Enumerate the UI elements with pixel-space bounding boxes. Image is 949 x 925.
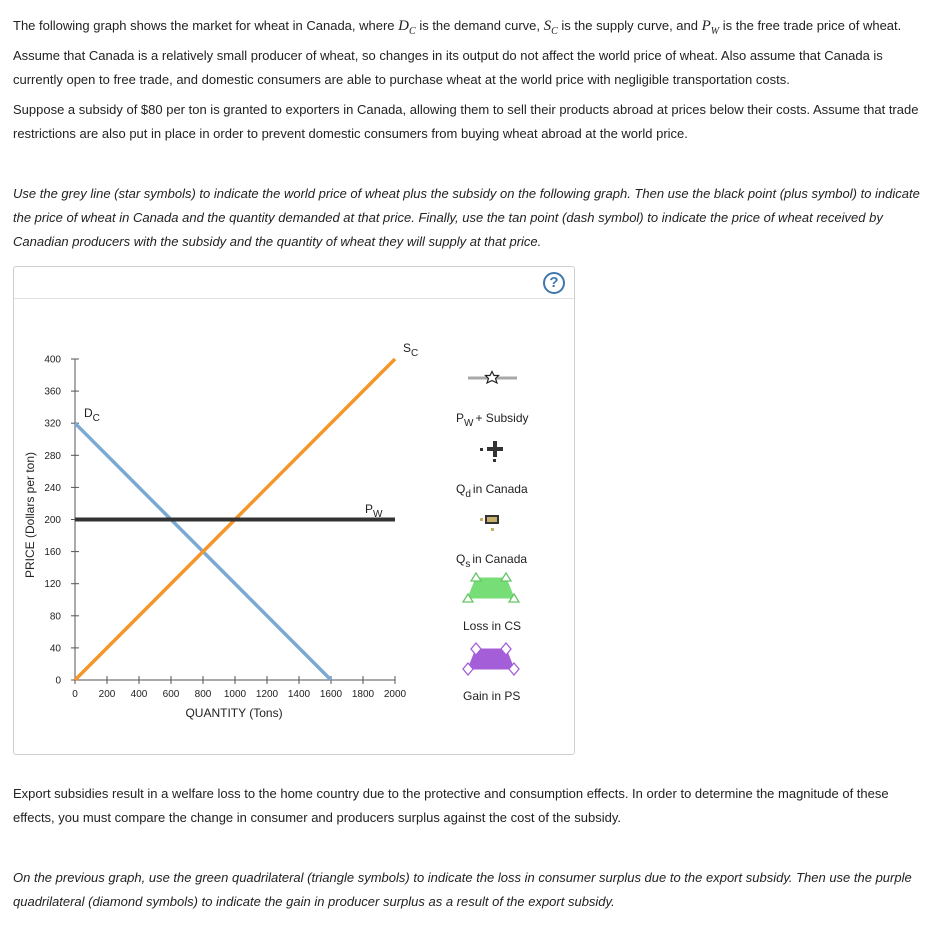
x-tick-label: 1800 bbox=[351, 689, 375, 700]
tool-qs-in-canada[interactable] bbox=[456, 515, 527, 570]
x-tick-label: 800 bbox=[194, 689, 212, 700]
world-price-symbol: $P_W$ bbox=[701, 18, 720, 37]
x-tick-label: 0 bbox=[72, 689, 78, 700]
triangle-icon bbox=[471, 573, 481, 581]
demand-symbol: $D_C$ bbox=[398, 18, 416, 37]
y-tick-label: 240 bbox=[44, 482, 61, 494]
graph-panel[interactable] bbox=[13, 266, 575, 755]
pw-subsidy-label: $P_W$ + Subsidy bbox=[456, 411, 529, 429]
y-tick-label: 0 bbox=[55, 675, 61, 687]
supply-symbol: $S_C$ bbox=[543, 18, 558, 37]
y-tick-label: 280 bbox=[44, 450, 61, 462]
tool-pw-plus-subsidy[interactable] bbox=[456, 372, 529, 430]
y-axis-title: PRICE (Dollars per ton) bbox=[23, 451, 37, 579]
y-tick-label: 320 bbox=[44, 418, 61, 430]
y-tick-label: 360 bbox=[44, 386, 61, 398]
x-tick-label: 400 bbox=[130, 689, 148, 700]
x-tick-label: 1200 bbox=[255, 689, 279, 700]
tool-gain-in-ps[interactable] bbox=[463, 643, 520, 703]
y-tick-label: 400 bbox=[44, 354, 61, 366]
instruction-paragraph: Use the grey line (star symbols) to indicate the world price of wheat plus the subsidy on the following graph. Then use the black point (plus symbol) to indicate the price of wheat in Canada and the quantity demanded at that price. Finally, use the tan point (dash symbol) to indicate the price of wheat received by Canadian producers with the subsidy and the quantity of wheat they will supply at that price. bbox=[13, 186, 920, 249]
y-tick-label: 80 bbox=[49, 611, 61, 623]
x-tick-label: 200 bbox=[98, 689, 116, 700]
qd-label: $Q_d$ in Canada bbox=[456, 482, 528, 500]
x-tick-label: 1600 bbox=[319, 689, 343, 700]
y-tick-label: 40 bbox=[49, 643, 61, 655]
demand-curve-label: $D_C$ bbox=[84, 406, 100, 424]
curves bbox=[75, 359, 395, 680]
x-tick-label: 1000 bbox=[223, 689, 247, 700]
loss-cs-label: Loss in CS bbox=[463, 619, 522, 633]
x-tick-label: 1400 bbox=[287, 689, 311, 700]
intro-paragraph-2: Suppose a subsidy of $80 per ton is granted to exporters in Canada, allowing them to sell their products abroad at prices below their costs. Assume that trade restrictions are also put in place in order to prevent domestic consumers from buying wheat abroad at the world price. bbox=[13, 102, 919, 141]
y-tick-label: 200 bbox=[44, 515, 61, 526]
tool-loss-in-cs[interactable] bbox=[463, 573, 521, 633]
x-axis-title: QUANTITY (Tons) bbox=[185, 706, 283, 720]
y-tick-label: 160 bbox=[44, 547, 61, 559]
x-tick-label: 2000 bbox=[383, 689, 407, 700]
x-tick-label: 600 bbox=[162, 689, 180, 700]
gain-ps-label: Gain in PS bbox=[463, 689, 521, 703]
star-icon bbox=[486, 372, 499, 384]
outro-paragraph-1: Export subsidies result in a welfare loss to the home country due to the protective and consumption effects. In order to determine the magnitude of these effects, you must compare the change in consumer and producers surplus against the cost of the subsidy. bbox=[13, 786, 889, 825]
world-price-label: $P_W$ bbox=[365, 502, 383, 520]
intro-paragraph-1: The following graph shows the market for wheat in Canada, where $D_C$ is the demand curve, $S_C$ is the supply curve, and $P_W$ is the free trade price of wheat. Assume that Canada is a relatively small producer of wheat, so changes in its output do not affect the world price of wheat. Also assume that Canada is currently open to free trade, and domestic consumers are able to purchase wheat at the world price with negligible transportation costs. bbox=[13, 18, 902, 87]
graph-canvas[interactable] bbox=[14, 267, 574, 754]
outro-instruction-paragraph: On the previous graph, use the green quadrilateral (triangle symbols) to indicate the loss in consumer surplus due to the export subsidy. Then use the purple quadrilateral (diamond symbols) to indicate the gain in producer surplus as a result of the export subsidy. bbox=[13, 870, 912, 909]
qs-label: $Q_s$ in Canada bbox=[456, 552, 528, 570]
supply-curve-label: $S_C$ bbox=[403, 341, 419, 359]
help-button[interactable]: ? bbox=[543, 272, 565, 294]
tool-qd-in-canada[interactable] bbox=[456, 441, 528, 500]
y-tick-label: 120 bbox=[44, 579, 61, 591]
